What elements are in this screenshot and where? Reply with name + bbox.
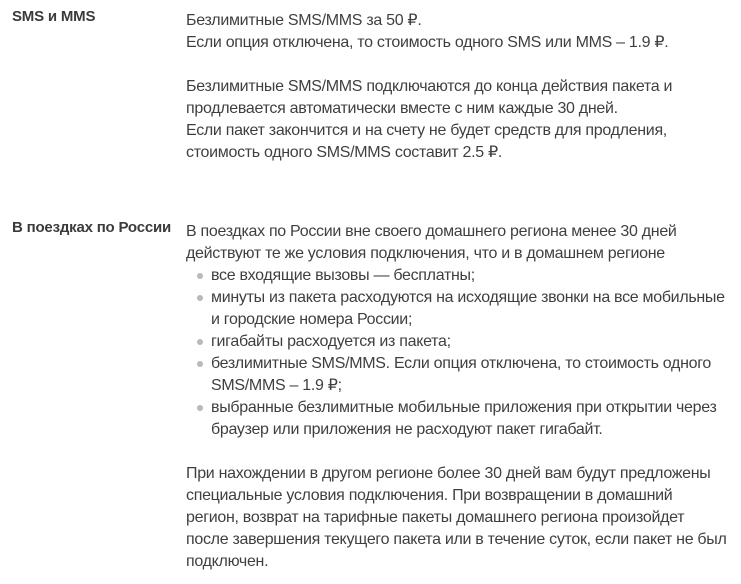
paragraph-travel-intro: [186, 221, 727, 265]
text-line-sms-disabled-price: Если опция отключена, то стоимость одного SMS или MMS – 1.9 ₽.: [186, 34, 669, 51]
list-item-unlimited-apps: выбранные безлимитные мобильные приложения при открытии через браузер или приложения не расходуют пакет гигабайт.: [186, 397, 727, 441]
section-label-sms-mms: SMS и MMS: [12, 8, 96, 25]
list-item-incoming-calls: все входящие вызовы — бесплатны;: [186, 265, 727, 287]
text-line-travel-outro: При нахождении в другом регионе более 30 дней вам будут предложены специальные условия подключения. При возвращении в домашний регион, возврат на тарифные пакеты домашнего региона произойдет после завершения текущего пакета или в течение суток, если пакет не был подключен.: [186, 465, 727, 570]
paragraph-travel-outro: [186, 463, 727, 573]
section-sms-mms: [12, 10, 727, 164]
section-travel-russia: [12, 221, 727, 573]
text-line-travel-intro: В поездках по России вне своего домашнего региона менее 30 дней действуют те же условия подключения, что и в домашнем регионе: [186, 223, 677, 262]
list-item-unlimited-sms: безлимитные SMS/MMS. Если опция отключена, то стоимость одного SMS/MMS – 1.9 ₽;: [186, 353, 727, 397]
paragraph-sms-renewal: [186, 76, 727, 164]
list-item-package-gigabytes: гигабайты расходуется из пакета;: [186, 331, 727, 353]
list-item-package-minutes: минуты из пакета расходуются на исходящие звонки на все мобильные и городские номера России;: [186, 287, 727, 331]
section-label-travel-russia: В поездках по России: [12, 219, 172, 236]
paragraph-sms-price: [186, 10, 727, 54]
travel-conditions-list: [186, 265, 727, 441]
text-line-sms-renewal: Безлимитные SMS/MMS подключаются до конца действия пакета и продлевается автоматически вместе с ним каждые 30 дней.: [186, 78, 673, 117]
section-content-sms-mms: [186, 10, 727, 164]
text-line-sms-no-funds: Если пакет закончится и на счету не будет средств для продления, стоимость одного SMS/MMS составит 2.5 ₽.: [186, 122, 667, 161]
section-content-travel-russia: [186, 221, 727, 573]
text-line-sms-price: Безлимитные SMS/MMS за 50 ₽.: [186, 12, 422, 29]
